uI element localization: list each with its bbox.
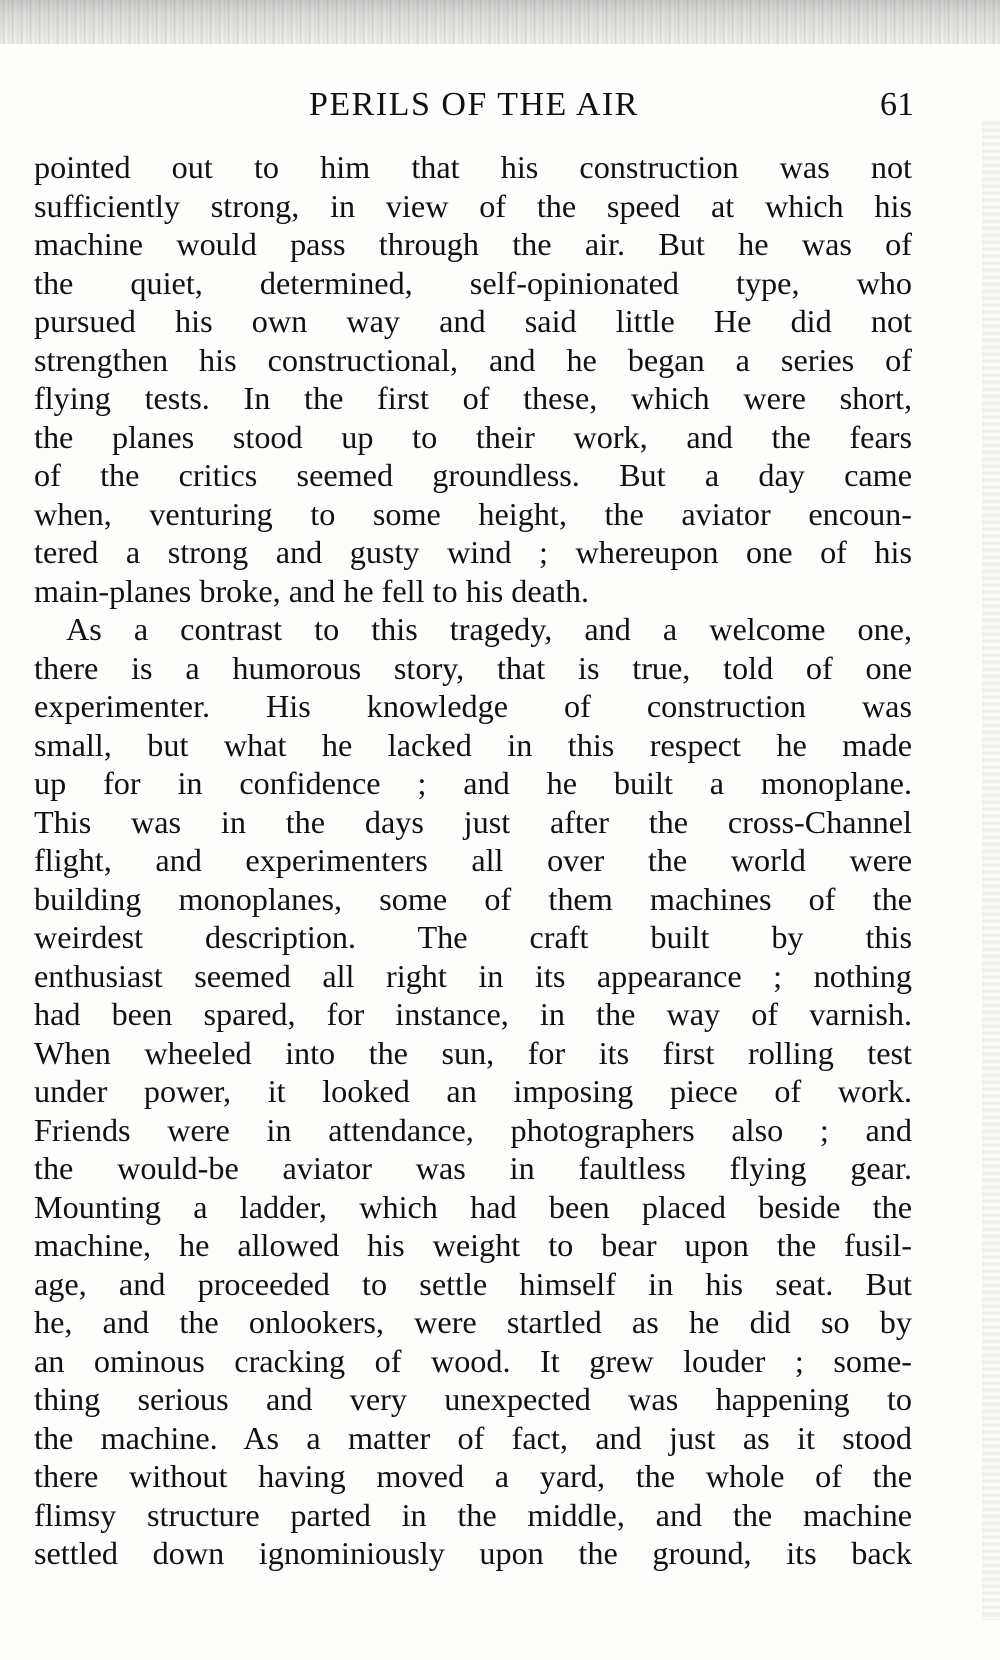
text-line: When wheeled into the sun, for its first rolling test [34, 1034, 912, 1071]
text-line: under power, it looked an imposing piece of work. [34, 1073, 912, 1109]
text-line: sufficiently strong, in view of the speed at which his [34, 187, 912, 224]
text-line: weirdest description. The craft built by this [34, 919, 912, 955]
paragraph-start-line: As a contrast to this tragedy, and a welcome one, [66, 611, 912, 647]
text-line: experimenter. His knowledge of construction was [34, 688, 912, 724]
scan-edge-noise [0, 0, 1000, 44]
text-line: when, venturing to some height, the aviator encoun- [34, 495, 912, 532]
text-line: the would-be aviator was in faultless flying gear. [34, 1150, 912, 1186]
text-line: small, but what he lacked in this respect he made [34, 726, 912, 763]
text-line: pointed out to him that his construction was not [34, 149, 912, 185]
text-line: strengthen his constructional, and he began a series of [34, 341, 912, 378]
text-line: flimsy structure parted in the middle, and the machine [34, 1496, 912, 1533]
text-line: up for in confidence ; and he built a monoplane. [34, 765, 912, 801]
running-title: PERILS OF THE AIR [309, 86, 639, 123]
scan-right-edge [982, 120, 1000, 1620]
text-line: tered a strong and gusty wind ; whereupon one of his [34, 534, 912, 570]
text-line: enthusiast seemed all right in its appearance ; nothing [34, 957, 912, 994]
page-header [34, 80, 914, 130]
text-line: Friends were in attendance, photographers also ; and [34, 1111, 912, 1148]
text-line: there is a humorous story, that is true, told of one [34, 649, 912, 686]
page-number: 61 [880, 86, 914, 123]
text-line: Mounting a ladder, which had been placed beside the [34, 1188, 912, 1225]
text-line: there without having moved a yard, the whole of the [34, 1458, 912, 1494]
text-line: building monoplanes, some of them machines of the [34, 880, 912, 917]
text-line: the quiet, determined, self-opinionated type, who [34, 264, 912, 301]
text-line: machine would pass through the air. But he was of [34, 226, 912, 262]
text-line: pursued his own way and said little He did not [34, 303, 912, 339]
text-line: the planes stood up to their work, and the fears [34, 418, 912, 455]
body-text [34, 148, 912, 1573]
text-line: had been spared, for instance, in the way of varnish. [34, 996, 912, 1032]
text-line: This was in the days just after the cross-Channel [34, 803, 912, 840]
text-line: age, and proceeded to settle himself in his seat. But [34, 1265, 912, 1302]
text-line: settled down ignominiously upon the ground, its back [34, 1535, 912, 1571]
text-line: the machine. As a matter of fact, and just as it stood [34, 1419, 912, 1456]
text-line: machine, he allowed his weight to bear upon the fusil- [34, 1227, 912, 1263]
text-line: thing serious and very unexpected was happening to [34, 1381, 912, 1417]
text-line: flying tests. In the first of these, which were short, [34, 380, 912, 416]
paragraph-end-line: main-planes broke, and he fell to his death. [34, 572, 590, 609]
text-line: flight, and experimenters all over the world were [34, 842, 912, 878]
text-line: he, and the onlookers, were startled as he did so by [34, 1304, 912, 1340]
text-line: of the critics seemed groundless. But a day came [34, 457, 912, 493]
text-line: an ominous cracking of wood. It grew louder ; some- [34, 1342, 912, 1379]
